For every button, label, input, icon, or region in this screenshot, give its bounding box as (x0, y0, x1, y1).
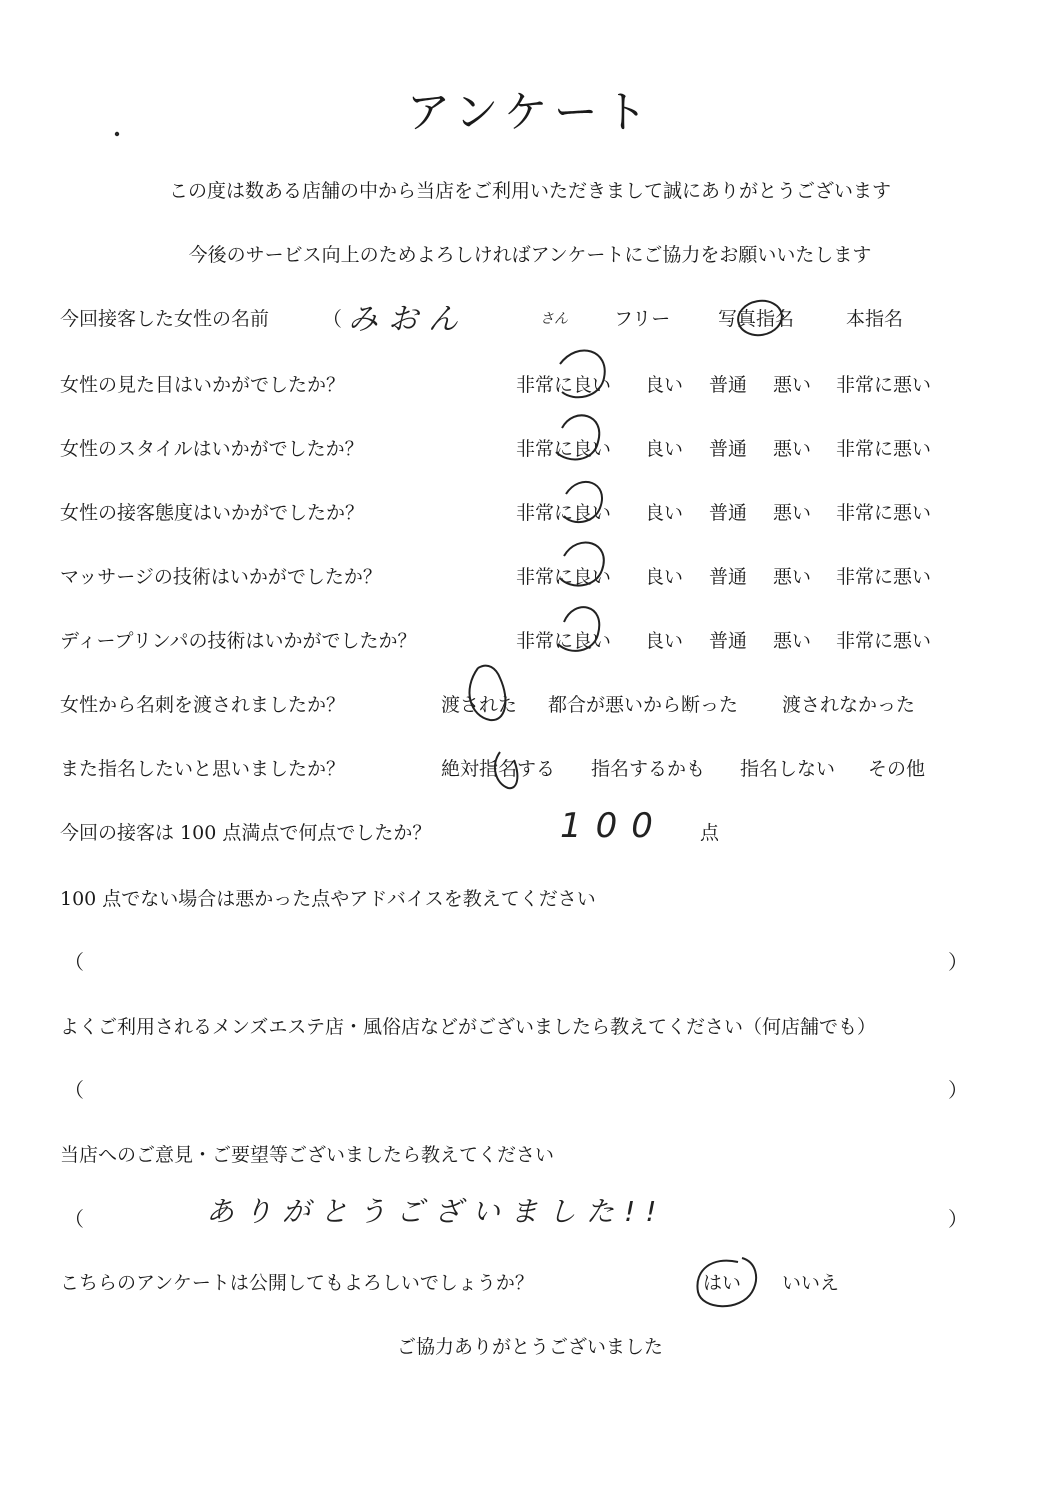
rating-option-good[interactable]: 良い (645, 374, 684, 396)
repeat-option-other[interactable]: その他 (868, 758, 926, 780)
opinion-handwritten-answer[interactable]: ありがとうございました!! (206, 1195, 667, 1228)
card-question-label: 女性から名刺を渡されましたか？ (60, 694, 346, 716)
name-option-regular[interactable]: 本指名 (846, 308, 904, 330)
name-option-free[interactable]: フリー (614, 308, 671, 330)
rating-option-average[interactable]: 普通 (709, 566, 748, 588)
shops-close-paren: ） (948, 1078, 968, 1102)
card-option-received[interactable]: 渡された (441, 694, 518, 716)
shops-question-label: よくご利用されるメンズエステ店・風俗店などがございましたら教えてください（何店舗でも） (60, 1016, 877, 1038)
rating-option-good[interactable]: 良い (645, 438, 684, 460)
repeat-question-label: また指名したいと思いましたか？ (60, 758, 346, 780)
advice-open-paren: （ (64, 950, 84, 974)
shops-open-paren: （ (64, 1078, 84, 1102)
rating-option-average[interactable]: 普通 (709, 502, 748, 524)
name-honorific: さん (540, 311, 568, 327)
rating-option-very-bad[interactable]: 非常に悪い (836, 502, 932, 524)
opinion-open-paren: （ (64, 1207, 84, 1231)
intro-line-2: 今後のサービス向上のためよろしければアンケートにご協力をお願いいたします (188, 244, 872, 266)
rating-option-bad[interactable]: 悪い (773, 502, 812, 524)
name-handwritten-value[interactable]: みおん (348, 302, 468, 337)
rating-option-very-good[interactable]: 非常に良い (516, 502, 612, 524)
rating-option-average[interactable]: 普通 (709, 374, 748, 396)
rating-option-very-bad[interactable]: 非常に悪い (836, 566, 932, 588)
publish-question-label: こちらのアンケートは公開してもよろしいでしょうか？ (60, 1272, 534, 1294)
rating-option-bad[interactable]: 悪い (773, 438, 812, 460)
name-open-paren: （ (322, 307, 342, 331)
rating-option-good[interactable]: 良い (645, 502, 684, 524)
rating-question-label: 女性の接客態度はいかがでしたか？ (60, 502, 365, 524)
repeat-option-no[interactable]: 指名しない (740, 758, 836, 780)
rating-option-very-good[interactable]: 非常に良い (516, 374, 612, 396)
advice-close-paren: ） (948, 950, 968, 974)
score-unit: 点 (700, 822, 720, 844)
name-question-label: 今回接客した女性の名前 (60, 308, 270, 330)
repeat-option-maybe[interactable]: 指名するかも (591, 758, 706, 780)
score-handwritten-value[interactable]: 100 (560, 806, 667, 846)
rating-question-label: マッサージの技術はいかがでしたか？ (60, 566, 382, 588)
card-option-declined[interactable]: 都合が悪いから断った (548, 694, 739, 716)
card-option-not-received[interactable]: 渡されなかった (782, 694, 916, 716)
rating-option-good[interactable]: 良い (645, 630, 684, 652)
rating-question-label: ディープリンパの技術はいかがでしたか？ (60, 630, 417, 652)
closing-message: ご協力ありがとうございました (396, 1336, 663, 1358)
rating-question-label: 女性のスタイルはいかがでしたか？ (60, 438, 364, 460)
publish-option-yes[interactable]: はい (703, 1272, 742, 1294)
rating-option-average[interactable]: 普通 (709, 438, 748, 460)
repeat-option-definitely[interactable]: 絶対指名する (441, 758, 556, 780)
score-question-label: 今回の接客は 100 点満点で何点でしたか？ (60, 822, 432, 844)
rating-option-very-bad[interactable]: 非常に悪い (836, 630, 932, 652)
rating-question-label: 女性の見た目はいかがでしたか？ (60, 374, 346, 396)
publish-option-no[interactable]: いいえ (782, 1272, 840, 1294)
advice-question-label: 100 点でない場合は悪かった点やアドバイスを教えてください (60, 888, 596, 910)
opinion-close-paren: ） (948, 1207, 968, 1231)
name-option-photo[interactable]: 写真指名 (718, 308, 795, 330)
rating-option-very-good[interactable]: 非常に良い (516, 566, 612, 588)
rating-option-bad[interactable]: 悪い (773, 566, 812, 588)
rating-option-very-bad[interactable]: 非常に悪い (836, 374, 932, 396)
rating-option-very-good[interactable]: 非常に良い (516, 438, 612, 460)
rating-option-very-bad[interactable]: 非常に悪い (836, 438, 932, 460)
rating-option-good[interactable]: 良い (645, 566, 684, 588)
rating-option-average[interactable]: 普通 (709, 630, 748, 652)
opinion-question-label: 当店へのご意見・ご要望等ございましたら教えてください (60, 1144, 555, 1166)
page-title: アンケート (406, 87, 654, 138)
rating-option-bad[interactable]: 悪い (773, 374, 812, 396)
rating-option-bad[interactable]: 悪い (773, 630, 812, 652)
rating-option-very-good[interactable]: 非常に良い (516, 630, 612, 652)
intro-line-1: この度は数ある店舗の中から当店をご利用いただきまして誠にありがとうございます (168, 180, 891, 202)
